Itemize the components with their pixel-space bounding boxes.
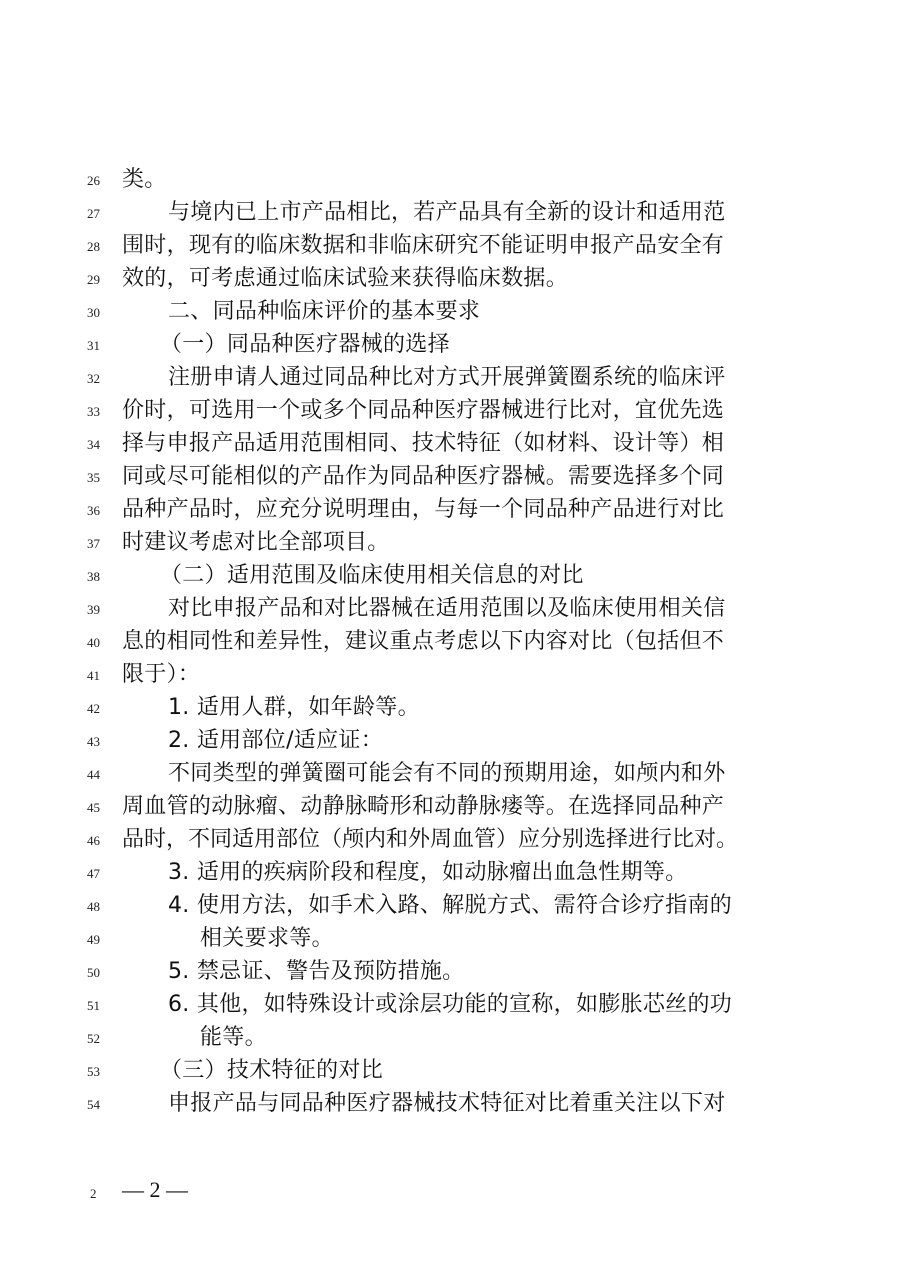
text-line — [0, 361, 905, 394]
text-line — [0, 1087, 905, 1120]
line-number: 26 — [87, 173, 100, 188]
line-number: 42 — [87, 701, 100, 716]
line-number: 33 — [87, 404, 100, 419]
line-text: 周血管的动脉瘤、动静脉畸形和动静脉瘘等。在选择同品种产 — [122, 794, 725, 819]
line-number: 50 — [87, 965, 100, 980]
line-number: 52 — [87, 1031, 100, 1046]
text-line — [0, 724, 905, 757]
text-line — [0, 691, 905, 724]
line-number: 31 — [87, 338, 100, 353]
text-line — [0, 559, 905, 592]
line-number: 29 — [87, 272, 100, 287]
line-number: 37 — [87, 536, 100, 551]
line-text: 不同类型的弹簧圈可能会有不同的预期用途，如颅内和外 — [168, 761, 726, 786]
line-number: 46 — [87, 833, 100, 848]
page-number: — 2 — — [122, 1177, 188, 1202]
line-number: 54 — [87, 1097, 100, 1112]
text-line — [0, 823, 905, 856]
text-line — [0, 790, 905, 823]
line-text: 价时，可选用一个或多个同品种医疗器械进行比对，宜优先选 — [122, 398, 725, 423]
line-number: 53 — [87, 1064, 100, 1079]
line-number: 51 — [87, 998, 100, 1013]
list-item: 2. 适用部位/适应证： — [168, 728, 383, 753]
line-number: 32 — [87, 371, 100, 386]
line-text: 效的，可考虑通过临床试验来获得临床数据。 — [122, 266, 569, 291]
line-number: 34 — [87, 437, 100, 452]
line-text: 注册申请人通过同品种比对方式开展弹簧圈系统的临床评 — [168, 365, 726, 390]
subsection-heading: （一）同品种医疗器械的选择 — [160, 332, 450, 357]
list-item-continuation: 相关要求等。 — [200, 926, 334, 951]
text-line — [0, 856, 905, 889]
text-line — [0, 526, 905, 559]
text-line — [0, 658, 905, 691]
line-number: 35 — [87, 470, 100, 485]
line-number: 45 — [87, 800, 100, 815]
line-text: 对比申报产品和对比器械在适用范围以及临床使用相关信 — [168, 596, 726, 621]
list-item: 5. 禁忌证、警告及预防措施。 — [168, 959, 465, 984]
footer-line-number: 2 — [90, 1186, 97, 1201]
line-text: 申报产品与同品种医疗器械技术特征对比着重关注以下对 — [168, 1091, 726, 1116]
text-line — [0, 1021, 905, 1054]
text-line — [0, 988, 905, 1021]
subsection-heading: （三）技术特征的对比 — [160, 1058, 384, 1083]
line-text: 品种产品时，应充分说明理由，与每一个同品种产品进行对比 — [122, 497, 725, 522]
line-number: 27 — [87, 206, 100, 221]
text-line — [0, 493, 905, 526]
text-line — [0, 460, 905, 493]
line-number: 49 — [87, 932, 100, 947]
text-line — [0, 295, 905, 328]
text-line — [0, 889, 905, 922]
line-number: 28 — [87, 239, 100, 254]
list-item-continuation: 能等。 — [200, 1025, 267, 1050]
line-number: 38 — [87, 569, 100, 584]
text-line — [0, 262, 905, 295]
line-number: 44 — [87, 767, 100, 782]
text-line — [0, 592, 905, 625]
line-text: 息的相同性和差异性，建议重点考虑以下内容对比（包括但不 — [122, 629, 725, 654]
text-line — [0, 922, 905, 955]
line-text: 与境内已上市产品相比，若产品具有全新的设计和适用范 — [168, 200, 726, 225]
line-number: 40 — [87, 635, 100, 650]
section-heading: 二、同品种临床评价的基本要求 — [168, 299, 481, 324]
line-text: 同或尽可能相似的产品作为同品种医疗器械。需要选择多个同 — [122, 464, 725, 489]
line-text: 类。 — [122, 167, 167, 192]
list-item: 1. 适用人群，如年龄等。 — [168, 695, 420, 720]
subsection-heading: （二）适用范围及临床使用相关信息的对比 — [160, 563, 584, 588]
text-line — [0, 955, 905, 988]
list-item: 4. 使用方法，如手术入路、解脱方式、需符合诊疗指南的 — [168, 893, 733, 918]
text-line — [0, 163, 905, 196]
line-number: 30 — [87, 305, 100, 320]
line-number: 39 — [87, 602, 100, 617]
text-line — [0, 394, 905, 427]
line-number: 36 — [87, 503, 100, 518]
text-line — [0, 1054, 905, 1087]
text-line — [0, 625, 905, 658]
line-text: 限于）： — [122, 662, 201, 687]
line-number: 48 — [87, 899, 100, 914]
line-text: 围时，现有的临床数据和非临床研究不能证明申报产品安全有 — [122, 233, 725, 258]
text-line — [0, 196, 905, 229]
text-line — [0, 427, 905, 460]
line-number: 43 — [87, 734, 100, 749]
line-text: 择与申报产品适用范围相同、技术特征（如材料、设计等）相 — [122, 431, 725, 456]
list-item: 6. 其他，如特殊设计或涂层功能的宣称，如膨胀芯丝的功 — [168, 992, 733, 1017]
line-text: 品时，不同适用部位（颅内和外周血管）应分别选择进行比对。 — [122, 827, 739, 852]
text-line — [0, 229, 905, 262]
line-number: 47 — [87, 866, 100, 881]
text-line — [0, 757, 905, 790]
text-line — [0, 328, 905, 361]
list-item: 3. 适用的疾病阶段和程度，如动脉瘤出血急性期等。 — [168, 860, 688, 885]
line-text: 时建议考虑对比全部项目。 — [122, 530, 390, 555]
line-number: 41 — [87, 668, 100, 683]
